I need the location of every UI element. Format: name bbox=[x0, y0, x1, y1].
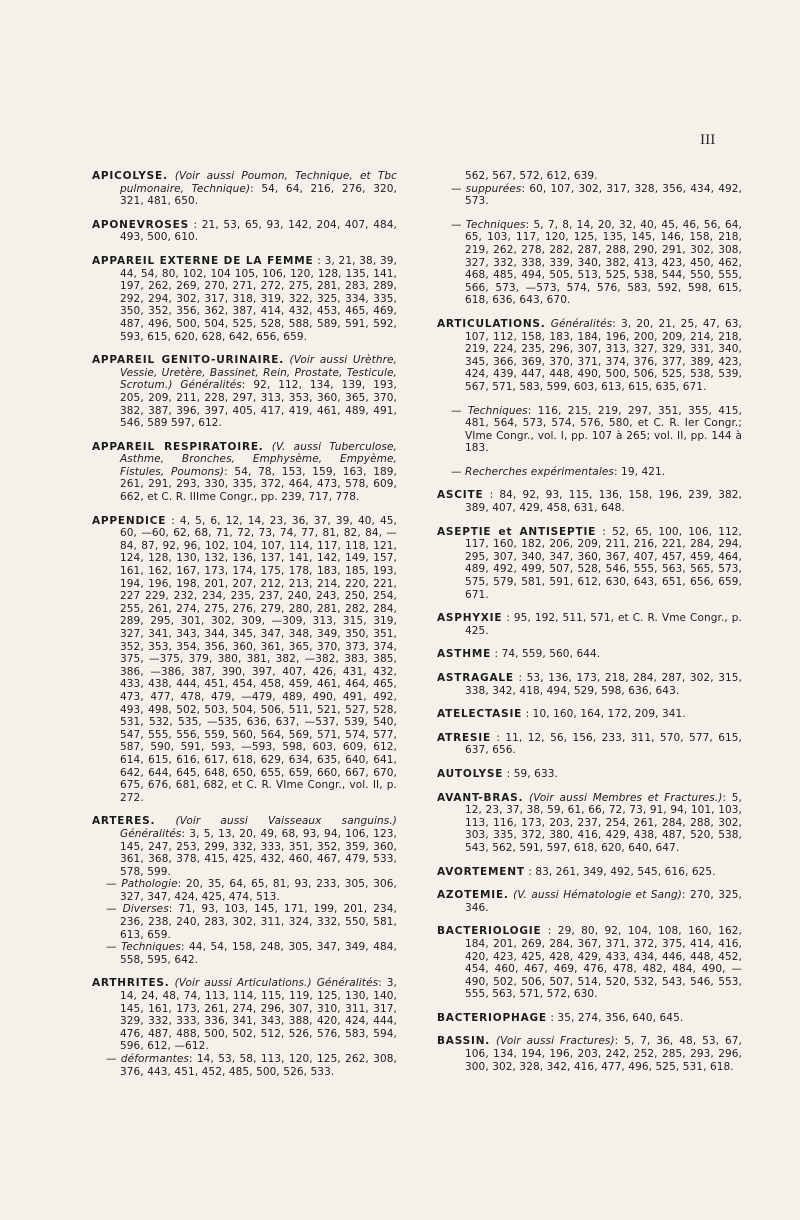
entry-headword: ATELECTASIE bbox=[437, 708, 523, 721]
entry-page-refs: : 71, 93, 103, 145, 171, 199, 201, 234, 236, 238, 240, 283, 302, 311, 324, 332, 550, 581, 613, 659. bbox=[120, 903, 397, 941]
entry-line bbox=[437, 1012, 742, 1025]
entry-page-refs: : 84, 92, 93, 115, 136, 158, 196, 239, 382, 389, 407, 429, 458, 631, 648. bbox=[465, 489, 742, 515]
entry-headword: APPAREIL EXTERNE DE LA FEMME bbox=[92, 254, 314, 267]
entry-qualifier: déformantes bbox=[120, 1053, 189, 1065]
entry-subline: — Techniques: 5, 7, 8, 14, 20, 32, 40, 45, 46, 56, 64, 65, 103, 117, 120, 125, 135, 145, 146, 158, 218, 219, 262, 278, 282, 287, 288, 290, 291, 302, 308, 327, 332, 338, 339, 340, 382, 413, 423, 450, 462, 468, 485, 494, 505, 513, 525, 538, 544, 550, 555, 566, 573, —573, 574, 576, 583, 592, 598, 615, 618, 636, 643, 670. bbox=[451, 218, 742, 307]
entry-page-refs: : 52, 65, 100, 106, 112, 117, 160, 182, 206, 209, 211, 216, 221, 284, 294, 295, 307, 340, 347, 360, 367, 407, 457, 459, 464, 489, 492, 499, 507, 528, 546, 555, 563, 565, 573, 575, 579, 581, 591, 612, 630, 643, 651, 656, 659, 671. bbox=[465, 525, 742, 601]
index-entry bbox=[437, 792, 742, 855]
entry-line bbox=[437, 612, 742, 637]
entry-qualifier: (Voir aussi Urèthre, Vessie, Uretère, Bassinet, Rein, Prostate, Testicule, Scrotum.) Généralités bbox=[120, 354, 397, 392]
entry-page-refs: : 3, 5, 13, 20, 49, 68, 93, 94, 106, 123, 145, 247, 253, 299, 332, 333, 351, 352, 359, 360, 361, 368, 378, 415, 425, 432, 460, 467, 479, 533, 578, 599. bbox=[120, 827, 397, 878]
index-entry bbox=[437, 889, 742, 914]
entry-page-refs: : 14, 53, 58, 113, 120, 125, 262, 308, 376, 443, 451, 452, 485, 500, 526, 533. bbox=[120, 1053, 397, 1078]
entry-headword: AZOTEMIE. bbox=[437, 889, 509, 902]
entry-line bbox=[92, 170, 397, 208]
index-entry bbox=[437, 732, 742, 757]
index-entry bbox=[437, 612, 742, 637]
entry-page-refs: : 5, 7, 36, 48, 53, 67, 106, 134, 194, 196, 203, 242, 252, 285, 293, 296, 300, 302, 328, 342, 416, 477, 496, 525, 531, 618. bbox=[465, 1035, 742, 1073]
entry-line bbox=[92, 515, 397, 805]
entry-line bbox=[92, 219, 397, 244]
entry-subline: — Techniques: 44, 54, 158, 248, 305, 347, 349, 484, 558, 595, 642. bbox=[106, 941, 397, 966]
index-entry bbox=[437, 1012, 742, 1025]
entry-headword: BACTERIOPHAGE bbox=[437, 1011, 547, 1024]
entry-subline: — suppurées: 60, 107, 302, 317, 328, 356, 434, 492, 573. bbox=[451, 182, 742, 208]
entry-page-refs: : 3, 20, 21, 25, 47, 63, 107, 112, 158, 183, 184, 196, 200, 209, 214, 218, 219, 224, 235, 296, 307, 313, 327, 329, 331, 340, 345, 366, 369, 370, 371, 374, 376, 377, 389, 423, 424, 439, 447, 448, 490, 500, 506, 525, 538, 539, 567, 571, 583, 599, 603, 613, 615, 635, 671. bbox=[465, 317, 742, 393]
entry-headword: ASEPTIE et ANTISEPTIE bbox=[437, 525, 597, 538]
entry-headword: ASCITE bbox=[437, 489, 484, 502]
entry-page-refs: : 20, 35, 64, 65, 81, 93, 233, 305, 306, 327, 347, 424, 425, 474, 513. bbox=[120, 878, 397, 903]
entry-page-refs: : 53, 136, 173, 218, 284, 287, 302, 315, 338, 342, 418, 494, 529, 598, 636, 643. bbox=[465, 672, 742, 697]
entry-line bbox=[437, 489, 742, 514]
entry-headword: ARTERES. bbox=[92, 815, 156, 828]
entry-page-refs: : 10, 160, 164, 172, 209, 341. bbox=[525, 708, 686, 721]
entry-qualifier: (Voir aussi Poumon, Technique, et Tbc pulmonaire, Technique) bbox=[120, 170, 397, 195]
entry-page-refs: : 29, 80, 92, 104, 108, 160, 162, 184, 201, 269, 284, 367, 371, 372, 375, 414, 416, 420, 423, 425, 428, 429, 433, 434, 446, 448, 452, 454, 460, 467, 469, 476, 478, 482, 484, 490, —490, 502, 506, 507, 514, 520, 532, 543, 546, 553, 555, 563, 571, 572, 630. bbox=[465, 925, 742, 1001]
entry-subline: — Pathologie: 20, 35, 64, 65, 81, 93, 233, 305, 306, 327, 347, 424, 425, 474, 513. bbox=[106, 878, 397, 903]
entry-headword: APPENDICE bbox=[92, 514, 167, 527]
entry-page-refs: : 3, 21, 38, 39, 44, 54, 80, 102, 104 105, 106, 120, 128, 135, 141, 197, 262, 269, 270, 271, 272, 275, 281, 283, 289, 292, 294, 302, 317, 318, 319, 322, 325, 334, 335, 350, 352, 356, 362, 387, 414, 432, 453, 465, 469, 487, 496, 500, 504, 525, 528, 588, 589, 591, 592, 593, 615, 620, 628, 642, 656, 659. bbox=[120, 254, 397, 343]
entry-page-refs: : 21, 53, 65, 93, 142, 204, 407, 484, 493, 500, 610. bbox=[120, 218, 397, 244]
entry-line bbox=[92, 441, 397, 504]
entry-headword: ASTHME bbox=[437, 648, 492, 661]
index-entry bbox=[92, 255, 397, 343]
entry-headword: ASPHYXIE bbox=[437, 612, 503, 625]
entry-page-refs: : 44, 54, 158, 248, 305, 347, 349, 484, 558, 595, 642. bbox=[120, 941, 397, 966]
entry-subline: — Diverses: 71, 93, 103, 145, 171, 199, 201, 234, 236, 238, 240, 283, 302, 311, 324, 332, 550, 581, 613, 659. bbox=[106, 903, 397, 941]
entry-page-refs: : 59, 633. bbox=[506, 767, 558, 780]
entry-line bbox=[92, 255, 397, 343]
entry-qualifier: (Voir aussi Vaisseaux sanguins.) Généralités bbox=[120, 815, 397, 840]
entry-line bbox=[437, 318, 742, 394]
entry-qualifier: Techniques bbox=[467, 404, 528, 417]
entry-qualifier: Généralités bbox=[550, 317, 613, 330]
entry-qualifier: (Voir aussi Articulations.) Généralités bbox=[174, 977, 379, 990]
entry-line bbox=[437, 866, 742, 879]
entry-page-refs: 562, 567, 572, 612, 639. bbox=[465, 170, 598, 182]
index-entry bbox=[437, 866, 742, 879]
entry-headword: AVORTEMENT bbox=[437, 865, 525, 878]
index-entry bbox=[437, 489, 742, 514]
index-entry bbox=[92, 441, 397, 504]
entry-headword: ARTICULATIONS. bbox=[437, 317, 546, 330]
index-entry bbox=[437, 318, 742, 394]
index-column-left bbox=[92, 170, 397, 1089]
entry-page-refs: : 270, 325, 346. bbox=[465, 889, 742, 914]
index-entry bbox=[437, 648, 742, 661]
index-entry bbox=[437, 1035, 742, 1073]
entry-headword: AVANT-BRAS. bbox=[437, 791, 524, 804]
entry-qualifier: suppurées bbox=[465, 182, 522, 195]
entry-line bbox=[437, 768, 742, 781]
index-entry bbox=[92, 515, 397, 805]
entry-page-refs: : 60, 107, 302, 317, 328, 356, 434, 492, 573. bbox=[465, 182, 742, 208]
entry-qualifier: (Voir aussi Membres et Fractures.) bbox=[529, 791, 723, 804]
index-entry bbox=[92, 219, 397, 244]
index-entry bbox=[437, 672, 742, 697]
entry-line bbox=[437, 648, 742, 661]
entry-qualifier: (V. aussi Hématologie et Sang) bbox=[513, 889, 682, 902]
entry-subline: — Recherches expérimentales: 19, 421. bbox=[451, 465, 666, 478]
entry-subline bbox=[437, 170, 742, 183]
entry-line bbox=[437, 792, 742, 855]
entry-subline: — déformantes: 14, 53, 58, 113, 120, 125, 262, 308, 376, 443, 451, 452, 485, 500, 526, 533. bbox=[106, 1053, 397, 1078]
index-column-right bbox=[437, 170, 742, 1084]
index-entry bbox=[92, 170, 397, 208]
index-entry bbox=[437, 219, 742, 307]
page-number: III bbox=[700, 133, 716, 148]
entry-qualifier: Diverses bbox=[122, 903, 169, 916]
entry-headword: APICOLYSE. bbox=[92, 170, 168, 182]
index-entry bbox=[92, 354, 397, 430]
index-entry bbox=[437, 405, 742, 455]
entry-headword: BASSIN. bbox=[437, 1035, 491, 1048]
entry-page-refs: : 19, 421. bbox=[613, 465, 666, 478]
entry-line bbox=[437, 708, 742, 721]
entry-line bbox=[437, 672, 742, 697]
entry-page-refs: : 5, 7, 8, 14, 20, 32, 40, 45, 46, 56, 64, 65, 103, 117, 120, 125, 135, 145, 146, 158, 218, 219, 262, 278, 282, 287, 288, 290, 291, 302, 308, 327, 332, 338, 339, 340, 382, 413, 423, 450, 462, 468, 485, 494, 505, 513, 525, 538, 544, 550, 555, 566, 573, —573, 574, 576, 583, 592, 598, 615, 618, 636, 643, 670. bbox=[465, 218, 742, 307]
entry-line bbox=[437, 732, 742, 757]
entry-subline: — Techniques: 116, 215, 219, 297, 351, 355, 415, 481, 564, 573, 574, 576, 580, et C. R. Ier Congr.; VIme Congr., vol. I, pp. 107 à 265; vol. II, pp. 144 à 183. bbox=[451, 404, 743, 455]
entry-page-refs: : 116, 215, 219, 297, 351, 355, 415, 481, 564, 573, 574, 576, 580, et C. R. Ier Congr.; VIme Congr., vol. I, pp. 107 à 265; vol. II, pp. 144 à 183. bbox=[465, 404, 743, 455]
entry-qualifier: Techniques bbox=[121, 941, 181, 954]
entry-qualifier: (Voir aussi Fractures) bbox=[495, 1035, 615, 1048]
entry-headword: APONEVROSES bbox=[92, 218, 189, 231]
entry-headword: ATRESIE bbox=[437, 731, 491, 744]
entry-headword: APPAREIL RESPIRATOIRE. bbox=[92, 440, 264, 453]
entry-page-refs: : 4, 5, 6, 12, 14, 23, 36, 37, 39, 40, 45, 60, —60, 62, 68, 71, 72, 73, 74, 77, 81, 82, 84, —84, 87, 92, 96, 102, 104, 107, 114, 117, 118, 121, 124, 128, 130, 132, 136, 137, 141, 142, 149, 157, 161, 162, 167, 173, 174, 175, 178, 183, 185, 193, 194, 196, 198, 201, 207, 212, 213, 214, 220, 221, 227 229, 232, 234, 235, 237, 240, 243, 250, 254, 255, 261, 274, 275, 276, 279, 280, 281, 282, 284, 289, 295, 301, 302, 309, —309, 313, 315, 319, 327, 341, 343, 344, 345, 347, 348, 349, 350, 351, 352, 353, 354, 356, 360, 361, 365, 370, 373, 374, 375, —375, 379, 380, 381, 382, —382, 383, 385, 386, —386, 387, 390, 397, 407, 426, 431, 432, 433, 438, 444, 451, 454, 458, 459, 461, 464, 465, 473, 477, 478, 479, —479, 489, 490, 491, 492, 493, 498, 502, 503, 504, 506, 511, 521, 527, 528, 531, 532, 535, —535, 636, 637, —537, 539, 540, 547, 555, 556, 559, 560, 564, 569, 571, 574, 577, 587, 590, 591, 593, —593, 598, 603, 609, 612, 614, 615, 616, 617, 618, 629, 634, 635, 640, 641, 642, 644, 645, 648, 650, 655, 659, 660, 667, 670, 675, 676, 681, 682, et C. R. VIme Congr., vol. II, p. 272. bbox=[120, 514, 397, 804]
entry-line bbox=[437, 889, 742, 914]
index-entry bbox=[437, 925, 742, 1001]
index-entry bbox=[437, 466, 742, 479]
entry-line bbox=[92, 977, 397, 1053]
index-entry bbox=[92, 815, 397, 966]
entry-line bbox=[437, 1035, 742, 1073]
entry-headword: ASTRAGALE bbox=[437, 672, 514, 684]
entry-headword: BACTERIOLOGIE bbox=[437, 925, 542, 938]
entry-line bbox=[437, 526, 742, 602]
entry-qualifier: Techniques bbox=[465, 218, 526, 231]
entry-page-refs: : 11, 12, 56, 156, 233, 311, 570, 577, 615, 637, 656. bbox=[465, 731, 742, 757]
entry-qualifier: Recherches expérimentales bbox=[465, 465, 614, 478]
entry-headword: ARTHRITES. bbox=[92, 977, 170, 990]
entry-qualifier: Pathologie bbox=[121, 878, 178, 891]
index-entry bbox=[437, 526, 742, 602]
entry-line bbox=[92, 354, 397, 430]
entry-page-refs: : 95, 192, 511, 571, et C. R. Vme Congr., p. 425. bbox=[465, 612, 742, 637]
entry-page-refs: : 74, 559, 560, 644. bbox=[494, 648, 601, 661]
index-entry bbox=[437, 768, 742, 781]
entry-page-refs: : 92, 112, 134, 139, 193, 205, 209, 211, 228, 297, 313, 353, 360, 365, 370, 382, 387, 396, 397, 405, 417, 419, 461, 489, 491, 546, 589 597, 612. bbox=[120, 379, 397, 430]
entry-page-refs: : 83, 261, 349, 492, 545, 616, 625. bbox=[528, 865, 716, 878]
entry-page-refs: : 35, 274, 356, 640, 645. bbox=[550, 1011, 684, 1024]
entry-line bbox=[92, 815, 397, 878]
entry-qualifier: (V. aussi Tuberculose, Asthme, Bronches, Emphysème, Empyème, Fistules, Poumons) bbox=[120, 440, 397, 478]
entry-page-refs: : 5, 12, 23, 37, 38, 59, 61, 66, 72, 73, 91, 94, 101, 103, 113, 116, 173, 203, 237, 254, 261, 284, 288, 302, 303, 335, 372, 380, 416, 429, 438, 487, 520, 538, 543, 562, 591, 597, 618, 620, 640, 647. bbox=[465, 791, 742, 854]
entry-line bbox=[437, 925, 742, 1001]
index-entry bbox=[437, 170, 742, 208]
entry-headword: AUTOLYSE bbox=[437, 767, 504, 780]
entry-page-refs: : 54, 78, 153, 159, 163, 189, 261, 291, 293, 330, 335, 372, 464, 473, 578, 609, 662, et C. R. IIIme Congr., pp. 239, 717, 778. bbox=[120, 465, 397, 504]
entry-headword: APPAREIL GENITO-URINAIRE. bbox=[92, 354, 284, 367]
entry-page-refs: : 54, 64, 216, 276, 320, 321, 481, 650. bbox=[120, 182, 397, 208]
index-entry bbox=[92, 977, 397, 1078]
entry-page-refs: : 3, 14, 24, 48, 74, 113, 114, 115, 119, 125, 130, 140, 145, 161, 173, 261, 274, 296, 307, 310, 311, 317, 329, 332, 333, 336, 341, 343, 388, 420, 424, 444, 476, 487, 488, 500, 502, 512, 526, 576, 583, 594, 596, 612, —612. bbox=[120, 977, 397, 1053]
index-entry bbox=[437, 708, 742, 721]
